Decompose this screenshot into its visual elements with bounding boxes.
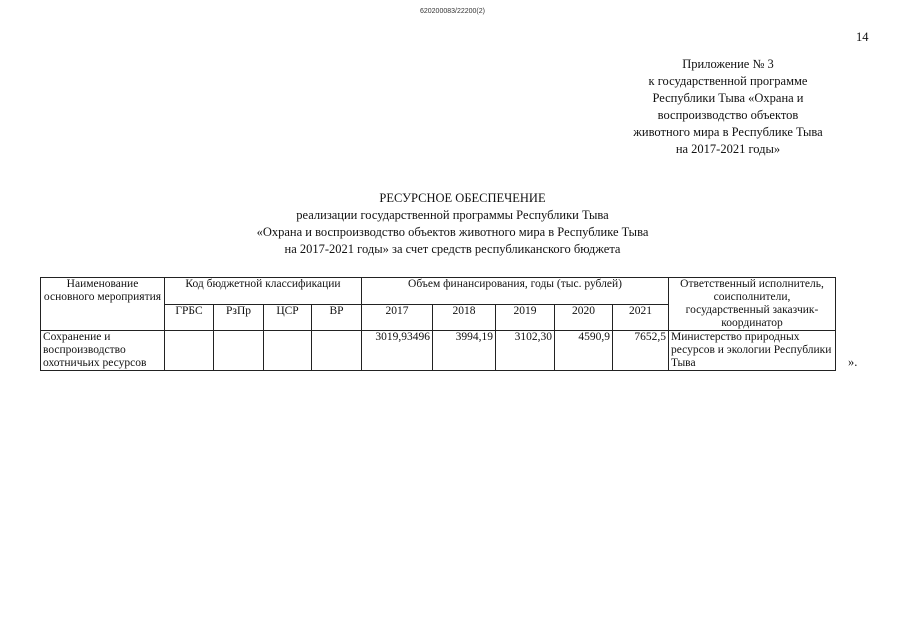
document-code: 620200083/22200(2) xyxy=(419,8,485,15)
row-csr xyxy=(264,331,312,371)
row-value-2018: 3994,19 xyxy=(433,331,496,371)
header-year-2017: 2017 xyxy=(362,304,433,331)
row-value-2021: 7652,5 xyxy=(613,331,669,371)
header-code-grbs: ГРБС xyxy=(165,304,214,331)
header-year-2019: 2019 xyxy=(496,304,555,331)
header-funding-group: Объем финансирования, годы (тыс. рублей) xyxy=(362,278,669,305)
appendix-line: животного мира в Республике Тыва xyxy=(633,125,823,139)
header-name: Наименование основного мероприятия xyxy=(41,278,165,331)
document-title xyxy=(0,190,905,258)
title-line: на 2017-2021 годы» за счет средств республиканского бюджета xyxy=(284,242,621,256)
closing-quote: ». xyxy=(848,355,858,369)
appendix-caption xyxy=(596,56,860,158)
table-row xyxy=(41,331,836,371)
table-header-row xyxy=(41,278,836,305)
appendix-line: к государственной программе xyxy=(648,74,808,88)
row-value-2017: 3019,93496 xyxy=(362,331,433,371)
page-number: 14 xyxy=(856,30,869,44)
header-year-2020: 2020 xyxy=(555,304,613,331)
row-name: Сохранение и воспроизводство охотничьих ресурсов xyxy=(41,331,165,371)
appendix-line: Республики Тыва «Охрана и xyxy=(652,91,804,105)
budget-table xyxy=(40,277,836,371)
appendix-line: воспроизводство объектов xyxy=(657,108,799,122)
row-responsible: Министерство природных ресурсов и экологии Республики Тыва xyxy=(669,331,836,371)
row-value-2019: 3102,30 xyxy=(496,331,555,371)
header-year-2021: 2021 xyxy=(613,304,669,331)
title-line: реализации государственной программы Республики Тыва xyxy=(296,208,609,222)
header-code-group: Код бюджетной классификации xyxy=(165,278,362,305)
row-grbs xyxy=(165,331,214,371)
header-code-csr: ЦСР xyxy=(264,304,312,331)
appendix-line: на 2017-2021 годы» xyxy=(675,142,781,156)
header-code-vr: ВР xyxy=(312,304,362,331)
appendix-line: Приложение № 3 xyxy=(682,57,774,71)
row-vr xyxy=(312,331,362,371)
header-year-2018: 2018 xyxy=(433,304,496,331)
row-value-2020: 4590,9 xyxy=(555,331,613,371)
header-code-rzpr: РзПр xyxy=(214,304,264,331)
row-rzpr xyxy=(214,331,264,371)
title-line: «Охрана и воспроизводство объектов животного мира в Республике Тыва xyxy=(256,225,649,239)
header-responsible: Ответственный исполнитель, соисполнители, государственный заказчик-координатор xyxy=(669,278,836,331)
title-heading: РЕСУРСНОЕ ОБЕСПЕЧЕНИЕ xyxy=(379,191,546,205)
